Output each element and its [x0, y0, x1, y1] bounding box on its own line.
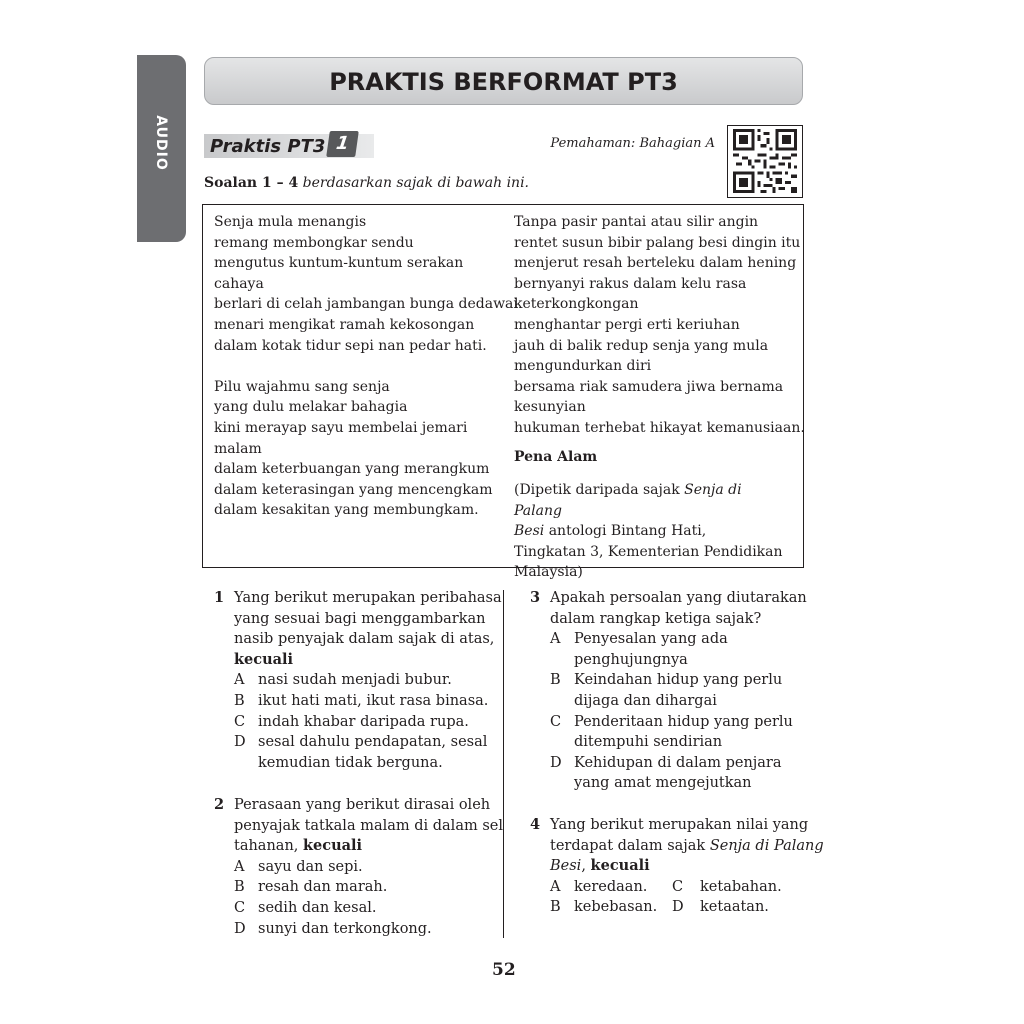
option-text[interactable]: resah dan marah.	[258, 879, 388, 896]
question-text: yang sesuai bagi menggambarkan	[234, 610, 486, 627]
option-text[interactable]: Penderitaan hidup yang perlu	[574, 713, 793, 730]
poem-line: menjerut resah berteleku dalam hening	[514, 255, 797, 272]
option-letter[interactable]: C	[550, 713, 562, 730]
poem-line: dalam keterasingan yang mencengkam	[214, 481, 493, 498]
option-text[interactable]: Kehidupan di dalam penjara	[574, 754, 782, 771]
option-letter[interactable]: A	[550, 878, 561, 895]
poem-line: remang membongkar sendu	[214, 234, 414, 251]
option-text[interactable]: ketabahan.	[700, 878, 782, 895]
question-text	[550, 836, 824, 857]
poem-line: kesunyian	[514, 399, 586, 416]
option-text[interactable]: sedih dan kesal.	[258, 900, 377, 916]
poem-line: menari mengikat ramah kekosongan	[214, 316, 475, 333]
option-text[interactable]: ketaatan.	[700, 899, 769, 916]
question-1	[214, 588, 502, 778]
question-text: Yang berikut merupakan peribahasa	[234, 590, 502, 606]
option-text[interactable]: Keindahan hidup yang perlu	[574, 672, 783, 689]
poem-line: mengutus kuntum-kuntum serakan	[214, 255, 464, 272]
option-text[interactable]: indah khabar daripada rupa.	[258, 713, 469, 730]
source-prefix: (Dipetik daripada sajak	[514, 482, 685, 498]
option-letter[interactable]: A	[234, 858, 245, 875]
poem-line: Pilu wajahmu sang senja	[214, 378, 390, 395]
option-letter[interactable]: B	[234, 879, 245, 896]
source-line3: Tingkatan 3, Kementerian Pendidikan	[514, 543, 783, 560]
question-4	[530, 815, 824, 925]
poem-author: Pena Alam	[514, 449, 598, 465]
option-letter[interactable]: D	[234, 920, 246, 937]
option-letter[interactable]: C	[234, 713, 246, 730]
poem-line: berlari di celah jambangan bunga dedawai	[214, 296, 518, 313]
source-line4: Malaysia)	[514, 564, 583, 581]
poem-line: bersama riak samudera jiwa bernama	[514, 378, 784, 395]
option-text-continued[interactable]: dijaga dan dihargai	[574, 693, 717, 709]
poem-right-column	[514, 212, 805, 439]
option-text[interactable]: sesal dahulu pendapatan, sesal	[258, 734, 488, 751]
question-text-italic: Senja di Palang	[709, 837, 824, 854]
option-letter[interactable]: D	[234, 734, 246, 751]
option-letter[interactable]: A	[550, 631, 561, 648]
poem-line: yang dulu melakar bahagia	[214, 399, 408, 416]
option-text[interactable]: kebebasan.	[574, 899, 658, 916]
question-3	[530, 588, 810, 798]
poem-line: rentet susun bibir palang besi dingin itu	[514, 234, 801, 251]
section-label: Pemahaman: Bahagian A	[550, 136, 715, 151]
praktis-number-badge: 1	[326, 131, 359, 157]
poem-line: keterkongkongan	[514, 296, 639, 313]
question-emphasis: kecuali	[234, 650, 294, 668]
option-text[interactable]: sunyi dan terkongkong.	[258, 920, 432, 937]
poem-line: dalam keterbuangan yang merangkum	[214, 461, 490, 478]
instruction-bold: Soalan 1 – 4	[204, 175, 299, 191]
poem-line: dalam kesakitan yang membungkam.	[214, 502, 479, 519]
poem-line: malam	[214, 440, 262, 457]
option-text[interactable]: nasi sudah menjadi bubur.	[258, 672, 452, 689]
poem-line: Senja mula menangis	[214, 214, 367, 230]
audio-side-tab	[137, 55, 186, 242]
poem-source	[514, 480, 794, 583]
question-text: Apakah persoalan yang diutarakan	[550, 590, 807, 606]
question-text: nasib penyajak dalam sajak di atas,	[234, 631, 495, 648]
question-text: penyajak tatkala malam di dalam sel	[234, 817, 503, 834]
option-letter[interactable]: D	[672, 899, 684, 916]
question-text-part: terdapat dalam sajak	[550, 837, 710, 854]
option-text-continued[interactable]: kemudian tidak berguna.	[258, 754, 443, 771]
source-title-part2: Besi	[514, 523, 545, 540]
option-text-continued[interactable]: ditempuhi sendirian	[574, 734, 723, 751]
question-number: 3	[530, 589, 541, 606]
audio-tab-label: AUDIO	[153, 115, 169, 171]
source-title-part1: Senja di Palang	[514, 482, 742, 519]
poem-line: dalam kotak tidur sepi nan pedar hati.	[214, 337, 487, 354]
question-number: 4	[530, 816, 541, 833]
option-letter[interactable]: D	[550, 754, 562, 771]
poem-line: cahaya	[214, 275, 264, 292]
poem-line: Tanpa pasir pantai atau silir angin	[514, 214, 759, 230]
option-letter[interactable]: B	[234, 693, 245, 709]
page-title: PRAKTIS BERFORMAT PT3	[329, 68, 678, 96]
option-text[interactable]: Penyesalan yang ada	[574, 631, 728, 648]
question-text-part: ,	[581, 858, 591, 875]
question-text	[234, 836, 362, 857]
column-divider	[503, 590, 504, 938]
poem-line: kini merayap sayu membelai jemari	[214, 419, 468, 436]
question-text-italic: Besi	[550, 858, 582, 875]
poem-left-column	[214, 212, 518, 521]
option-letter[interactable]: A	[234, 672, 245, 689]
option-letter[interactable]: C	[672, 878, 684, 895]
poem-line: jauh di balik redup senja yang mula	[514, 337, 769, 354]
question-emphasis: kecuali	[590, 857, 650, 875]
question-text-part: tahanan,	[234, 838, 303, 855]
instruction-italic: berdasarkan sajak di bawah ini.	[302, 175, 529, 191]
option-text[interactable]: sayu dan sepi.	[258, 858, 363, 875]
question-number: 2	[214, 796, 225, 813]
option-text[interactable]: keredaan.	[574, 878, 648, 895]
option-text[interactable]: ikut hati mati, ikut rasa binasa.	[258, 693, 489, 709]
page-number: 52	[492, 960, 516, 980]
question-text: Perasaan yang berikut dirasai oleh	[234, 797, 491, 813]
instruction-text	[204, 173, 529, 193]
option-text-continued[interactable]: penghujungnya	[574, 651, 688, 668]
poem-line: bernyanyi rakus dalam kelu rasa	[514, 275, 747, 292]
source-suffix: antologi Bintang Hati,	[544, 523, 707, 540]
option-text-continued[interactable]: yang amat mengejutkan	[574, 775, 752, 792]
option-letter[interactable]: C	[234, 900, 246, 916]
question-emphasis: kecuali	[303, 837, 363, 855]
question-text	[550, 856, 650, 877]
qr-code-icon[interactable]	[733, 129, 797, 193]
question-number: 1	[214, 589, 225, 606]
poem-line: hukuman terhebat hikayat kemanusiaan.	[514, 419, 805, 436]
question-text: Yang berikut merupakan nilai yang	[550, 817, 809, 833]
praktis-label: Praktis PT3	[210, 136, 326, 157]
option-letter[interactable]: B	[550, 899, 561, 916]
question-text: dalam rangkap ketiga sajak?	[550, 610, 762, 627]
question-2	[214, 795, 503, 945]
poem-line: menghantar pergi erti keriuhan	[514, 316, 740, 333]
poem-line: mengundurkan diri	[514, 358, 652, 375]
option-letter[interactable]: B	[550, 672, 561, 689]
